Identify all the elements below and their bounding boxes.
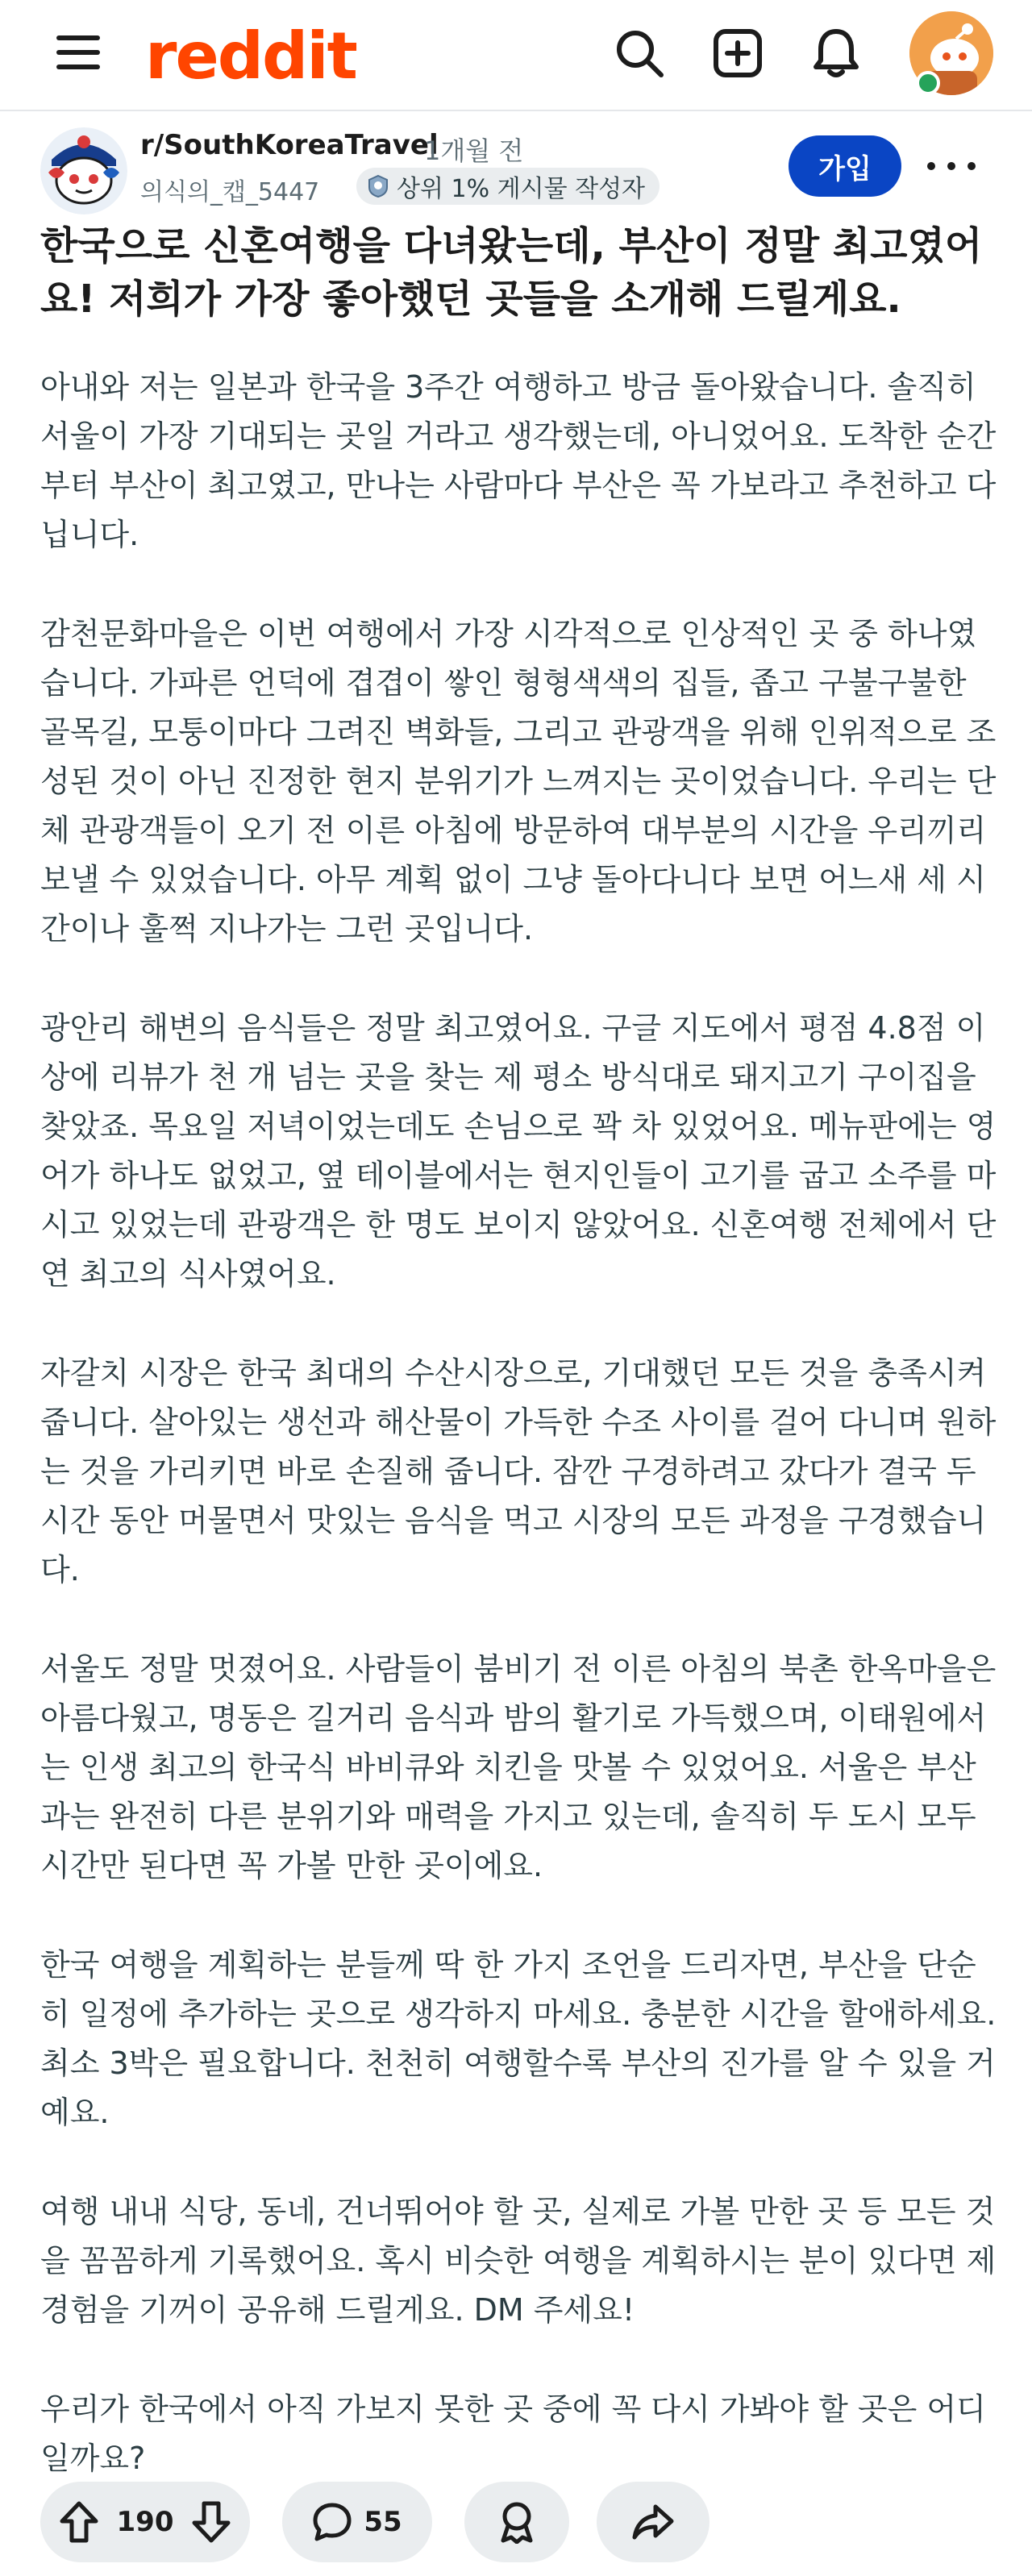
bell-icon[interactable] (809, 27, 863, 80)
author-flair-badge (356, 168, 660, 205)
award-button[interactable] (464, 2482, 569, 2562)
author-username[interactable]: 의식의_캡_5447 (140, 178, 320, 206)
award-icon (497, 2500, 537, 2544)
top-contributor-badge-icon (366, 174, 390, 198)
body-paragraph: 서울도 정말 멋졌어요. 사람들이 붐비기 전 이른 아침의 북촌 한옥마을은 아름다웠고, 명동은 길거리 음식과 밤의 활기로 가득했으며, 이태원에서는 인생 최고의 한국식 바비큐와 치킨을 맛볼 수 있었어요. 서울은 부산과는 완전히 다른 분위기와 매력을 가지고 있는데, 솔직히 두 도시 모두 시간만 된다면 꼭 가볼 만한 곳이에요. (40, 1651, 997, 1883)
vote-count: 190 (116, 2506, 174, 2538)
body-paragraph: 우리가 한국에서 아직 가보지 못한 곳 중에 꼭 다시 가봐야 할 곳은 어디일까요? (40, 2391, 986, 2476)
comment-bubble-icon (312, 2502, 352, 2542)
comment-count: 55 (364, 2506, 402, 2538)
online-status-dot (916, 71, 940, 95)
add-post-icon[interactable] (711, 27, 764, 80)
comments-button[interactable] (282, 2482, 432, 2562)
body-paragraph: 감천문화마을은 이번 여행에서 가장 시각적으로 인상적인 곳 중 하나였습니다. 가파른 언덕에 겹겹이 쌓인 형형색색의 집들, 좁고 구불구불한 골목길, 모퉁이마다 그려진 벽화들, 그리고 관광객을 위해 인위적으로 조성된 것이 아닌 진정한 현지 분위기가 느껴지는 곳이었습니다. 우리는 단체 관광객들이 오기 전 이른 아침에 방문하여 대부분의 시간을 우리끼리 보낼 수 있었습니다. 아무 계획 없이 그냥 돌아다니다 보면 어느새 세 시간이나 훌쩍 지나가는 그런 곳입니다. (40, 616, 997, 947)
body-paragraph: 아내와 저는 일본과 한국을 3주간 여행하고 방금 돌아왔습니다. 솔직히 서울이 가장 기대되는 곳일 거라고 생각했는데, 아니었어요. 도착한 순간부터 부산이 최고였고, 만나는 사람마다 부산은 꼭 가보라고 추천하고 다닙니다. (40, 369, 997, 552)
share-button[interactable] (597, 2482, 710, 2562)
top-navigation-bar (0, 0, 1032, 111)
join-button[interactable]: 가입 (789, 135, 901, 197)
share-arrow-icon (631, 2502, 675, 2542)
downvote-arrow-icon[interactable] (191, 2500, 231, 2544)
more-options-icon[interactable] (927, 150, 976, 182)
menu-icon[interactable] (56, 32, 100, 73)
body-paragraph: 광안리 해변의 음식들은 정말 최고였어요. 구글 지도에서 평점 4.8점 이상에 리뷰가 천 개 넘는 곳을 찾는 제 평소 방식대로 돼지고기 구이집을 찾았죠. 목요일 저녁이었는데도 손님으로 꽉 차 있었어요. 메뉴판에는 영어가 하나도 없었고, 옆 테이블에서는 현지인들이 고기를 굽고 소주를 마시고 있었는데 관광객은 한 명도 보이지 않았어요. 신혼여행 전체에서 단연 최고의 식사였어요. (40, 1010, 997, 1292)
subreddit-avatar-icon[interactable] (40, 127, 127, 214)
post-body (40, 363, 1000, 2533)
upvote-arrow-icon[interactable] (59, 2500, 99, 2544)
post-timestamp: 1개월 전 (424, 135, 524, 166)
vote-control (40, 2482, 250, 2562)
reddit-logo[interactable]: reddit (145, 19, 356, 94)
search-icon[interactable] (613, 27, 666, 80)
body-paragraph: 자갈치 시장은 한국 최대의 수산시장으로, 기대했던 모든 것을 충족시켜 줍니다. 살아있는 생선과 해산물이 가득한 수조 사이를 걸어 다니며 원하는 것을 가리키면 바로 손질해 줍니다. 잠깐 구경하려고 갔다가 결국 두 시간 동안 머물면서 맛있는 음식을 먹고 시장의 모든 과정을 구경했습니다. (40, 1355, 997, 1588)
subreddit-name[interactable]: r/SouthKoreaTravel (140, 129, 439, 161)
flair-label: 상위 1% 게시물 작성자 (397, 175, 646, 203)
post-title[interactable]: 한국으로 신혼여행을 다녀왔는데, 부산이 정말 최고였어요! 저희가 가장 좋아했던 곳들을 소개해 드릴게요. (40, 223, 983, 322)
body-paragraph: 여행 내내 식당, 동네, 건너뛰어야 할 곳, 실제로 가볼 만한 곳 등 모든 것을 꼼꼼하게 기록했어요. 혹시 비슷한 여행을 계획하시는 분이 있다면 제 경험을 기꺼이 공유해 드릴게요. DM 주세요! (40, 2194, 997, 2328)
body-paragraph: 한국 여행을 계획하는 분들께 딱 한 가지 조언을 드리자면, 부산을 단순히 일정에 추가하는 곳으로 생각하지 마세요. 충분한 시간을 할애하세요. 최소 3박은 필요합니다. 천천히 여행할수록 부산의 진가를 알 수 있을 거예요. (40, 1947, 997, 2130)
